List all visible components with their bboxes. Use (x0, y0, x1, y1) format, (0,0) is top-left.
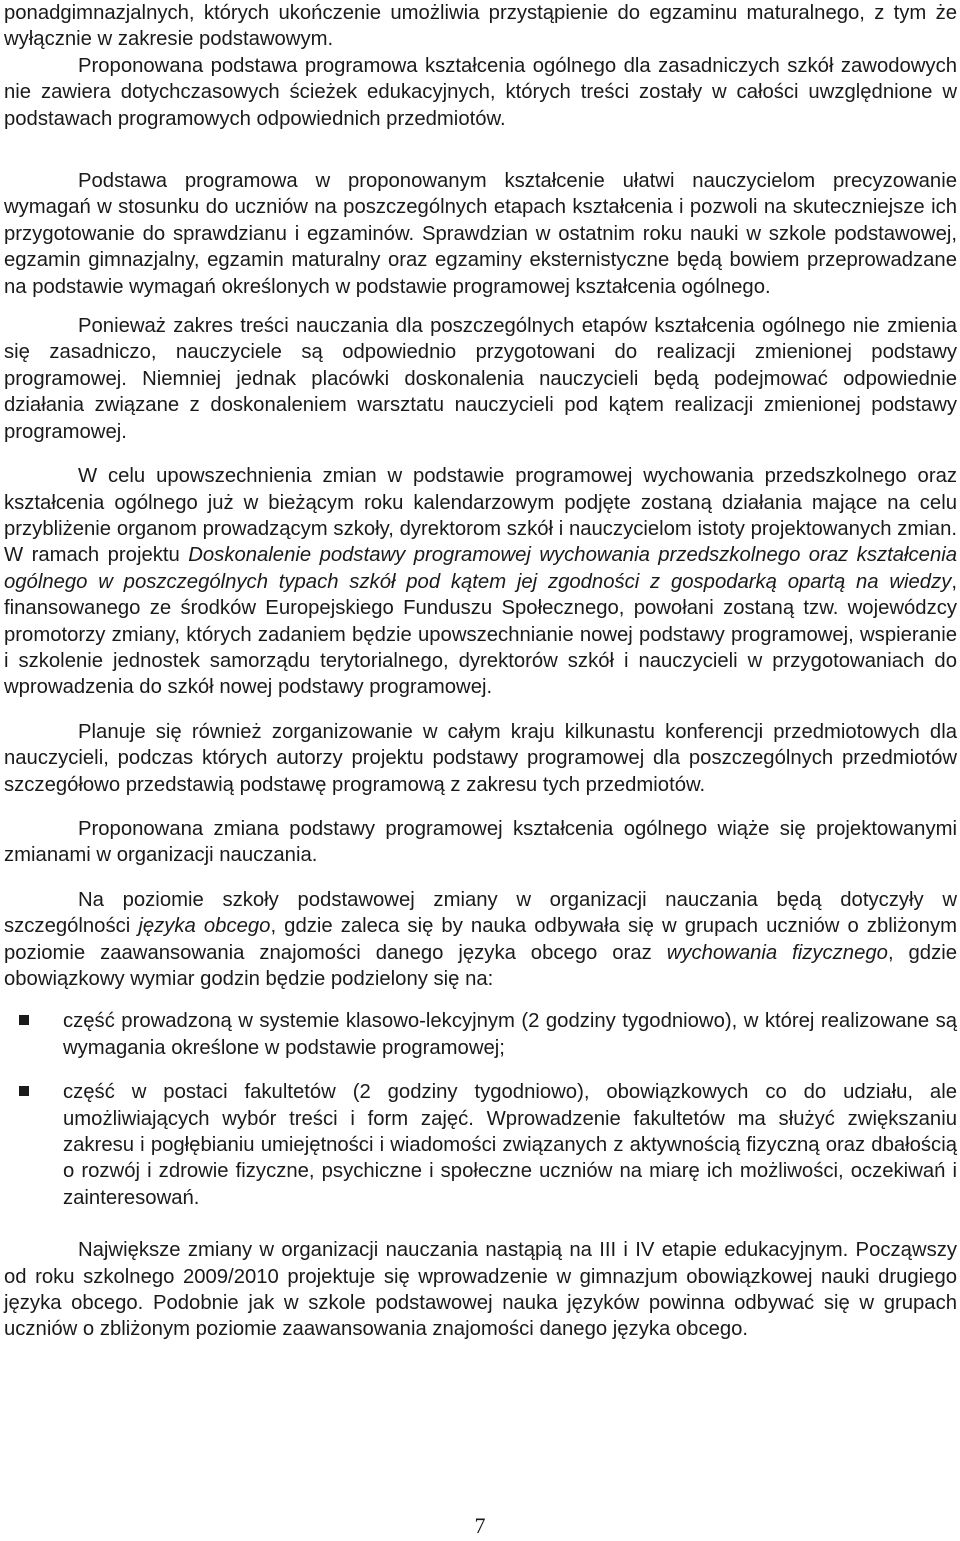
paragraph-1: ponadgimnazjalnych, których ukończenie umożliwia przystąpienie do egzaminu maturalnego, z tym że wyłącznie w zakresie podstawowym. (4, 2, 957, 51)
project-title: Doskonalenie podstawy programowej wychowania przedszkolnego oraz kształcenia ogólnego w poszczególnych typach szkół pod kątem jej zgodności z gospodarką opartą na wiedzy (4, 544, 958, 593)
paragraph-6: Planuje się również zorganizowanie w całym kraju kilkunastu konferencji przedmiotowych dla nauczycieli, podczas których autorzy projektu podstawy programowej dla poszczególnych przedmiotów szczegółowo przedstawią podstawę programową z zakresu tych przedmiotów. (4, 720, 957, 796)
physical-education-term: wychowania fizycznego (666, 941, 888, 964)
paragraph-4: Ponieważ zakres treści nauczania dla poszczególnych etapów kształcenia ogólnego nie zmienia się zasadniczo, nauczyciele są odpowiednio przygotowani do realizacji zmienionej podstawy programowej. Niemniej jednak placówki doskonalenia nauczycieli będą podejmować odpowiednie działania związane z doskonaleniem warsztatu nauczycieli pod kątem realizacji zmienionej podstawy programowej. (4, 315, 957, 443)
paragraph-8 (4, 887, 957, 993)
paragraph-9: Największe zmiany w organizacji nauczania nastąpią na III i IV etapie edukacyjnym. Począwszy od roku szkolnego 2009/2010 projektuje się wprowadzenie w gimnazjum obowiązkowej nauki drugiego języka obcego. Podobnie jak w szkole podstawowej nauka języków powinna odbywać się w grupach uczniów o zbliżonym poziomie zaawansowania znajomości danego języka obcego. (4, 1239, 957, 1341)
paragraph-5-text-b: , finansowanego ze środków Europejskiego Funduszu Społecznego, powołani zostaną tzw. wojewódzcy promotorzy zmiany, których zadaniem będzie upowszechnianie nowej podstawy programowej, wspieranie i szkolenie jednostek samorządu terytorialnego, dyrektorów szkół i nauczycieli w przygotowaniach do wprowadzenia do szkół nowej podstawy programowej. (4, 570, 957, 699)
document-page (4, 0, 957, 1343)
paragraph-8-text-b: , gdzie zaleca się by nauka odbywała się w grupach uczniów o zbliżonym poziomie zaawansowania znajomości danego języka obcego oraz (4, 915, 957, 964)
list-item (4, 1008, 957, 1061)
paragraph-7: Proponowana zmiana podstawy programowej kształcenia ogólnego wiąże się projektowanymi zmianami w organizacji nauczania. (4, 817, 957, 867)
paragraph-8-text-a: Na poziomie szkoły podstawowej zmiany w organizacji nauczania będą dotyczyły w szczególności (4, 888, 957, 938)
list-item-text: część prowadzoną w systemie klasowo-lekcyjnym (2 godziny tygodniowo), w której realizowane są wymagania określone w podstawie programowej; (63, 1010, 957, 1059)
foreign-language-term: języka obcego (138, 915, 271, 938)
paragraph-5-text-a: W celu upowszechnienia zmian w podstawie programowej wychowania przedszkolnego oraz kształcenia ogólnego już w bieżącym roku kalendarzowym podjęte zostaną działania mające na celu przybliżenie organom prowadzącym szkoły, dyrektorom szkół i nauczycielom istoty projektowanych zmian. W ramach projektu (4, 465, 957, 567)
paragraph-2: Proponowana podstawa programowa kształcenia ogólnego dla zasadniczych szkół zawodowych nie zawiera dotychczasowych ścieżek edukacyjnych, których treści zostały w całości uwzględnione w podstawach programowych odpowiednich przedmiotów. (4, 54, 957, 130)
square-bullet-icon (19, 1086, 29, 1096)
bullet-list (4, 1008, 957, 1211)
square-bullet-icon (19, 1015, 29, 1025)
paragraph-8-text-c: , gdzie obowiązkowy wymiar godzin będzie podzielony się na: (4, 941, 957, 990)
list-item (4, 1079, 957, 1211)
paragraph-3: Podstawa programowa w proponowanym kształcenie ułatwi nauczycielom precyzowanie wymagań w stosunku do uczniów na poszczególnych etapach kształcenia i pozwoli na skuteczniejsze ich przygotowanie do sprawdzianu i egzaminów. Sprawdzian w ostatnim roku nauki w szkole podstawowej, egzamin gimnazjalny, egzamin maturalny oraz egzaminy eksternistyczne będą bowiem przeprowadzane na podstawie wymagań określonych w podstawie programowej kształcenia ogólnego. (4, 170, 957, 298)
paragraph-5 (4, 463, 957, 701)
list-item-text: część w postaci fakultetów (2 godziny tygodniowo), obowiązkowych co do udziału, ale umożliwiających wybór treści i form zajęć. Wprowadzenie fakultetów ma służyć zwiększaniu zakresu i pogłębianiu umiejętności i wiadomości związanych z aktywnością fizyczną oraz dbałością o rozwój i zdrowie fizyczne, psychiczne i społeczne uczniów na miarę ich możliwości, oczekiwań i zainteresowań. (63, 1081, 957, 1209)
page-number: 7 (474, 1513, 486, 1538)
